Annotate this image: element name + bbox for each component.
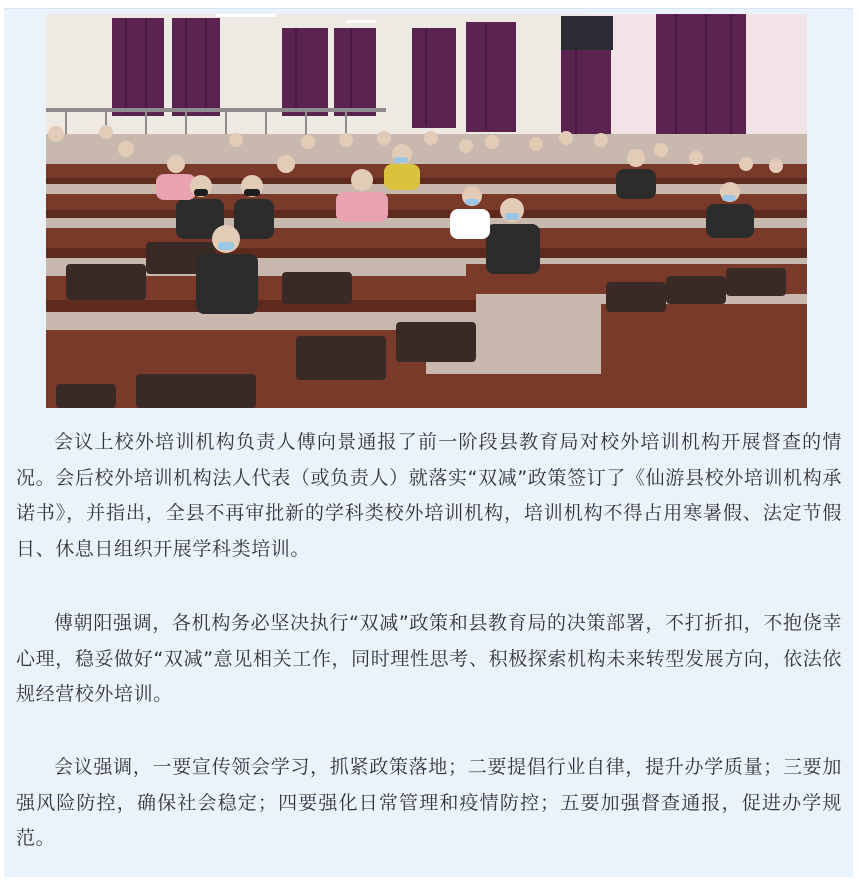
meeting-photo (46, 14, 807, 408)
paragraph-fu-chaoyang-remarks: 傅朝阳强调，各机构务必坚决执行“双减”政策和县教育局的决策部署，不打折扣，不抱侥幸心理，稳妥做好“双减”意见相关工作，同时理性思考、积极探索机构未来转型发展方向，依法依规经营校外培训。 (16, 612, 842, 705)
article-container (4, 8, 853, 877)
paragraph-meeting-report: 会议上校外培训机构负责人傅向景通报了前一阶段县教育局对校外培训机构开展督查的情况。会后校外培训机构法人代表（或负责人）就落实“双减”政策签订了《仙游县校外培训机构承诺书》，并指出，全县不再审批新的学科类校外培训机构，培训机构不得占用寒暑假、法定节假日、休息日组织开展学科类培训。 (16, 431, 842, 560)
paragraph-meeting-emphasis: 会议强调，一要宣传领会学习，抓紧政策落地；二要提倡行业自律，提升办学质量；三要加强风险防控，确保社会稳定；四要强化日常管理和疫情防控；五要加强督查通报，促进办学规范。 (16, 756, 842, 849)
